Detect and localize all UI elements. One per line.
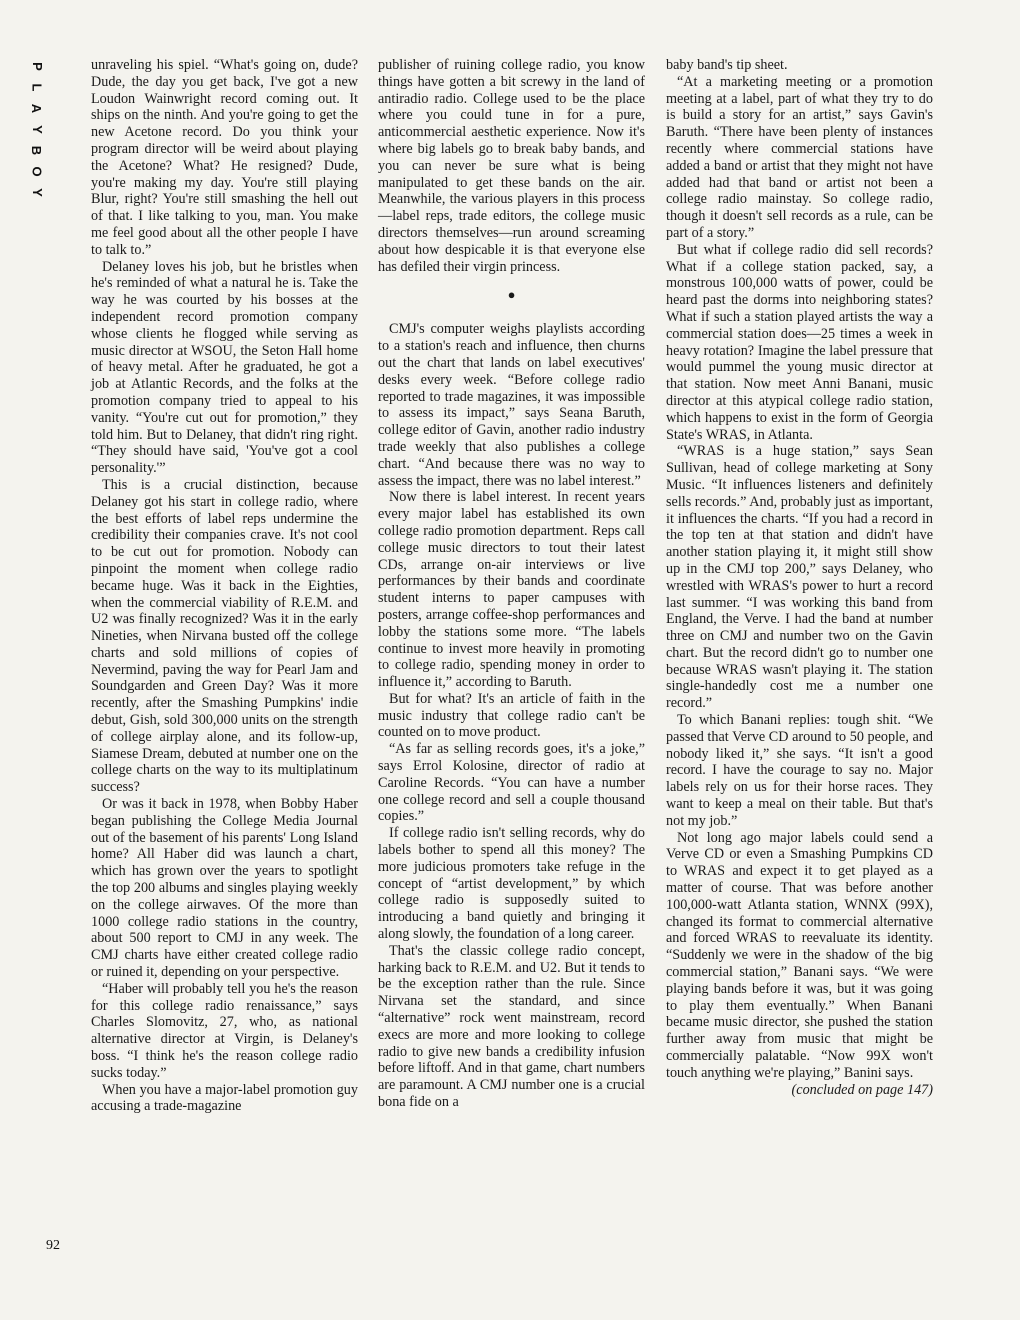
paragraph: Or was it back in 1978, when Bobby Haber began publishing the College Media Journal out of the basement of his parents' Long Island home? All Haber did was launch a chart, which has grown over the years to spotlight the top 200 albums and singles playing weekly on the college airwaves. Of the more than 1000 college radio stations in the country, about 500 report to CMJ in any week. The CMJ charts have either created college radio or ruined it, depending on your perspective.	[91, 796, 358, 981]
paragraph: But what if college radio did sell records? What if a college station packed, say, a monstrous 100,000 watts of power, could be heard past the dorms into neighboring states? What if such a station played artists the way a commercial station does—25 times a week in heavy rotation? Imagine the label pressure that would pummel the young music director at that station. Now meet Anni Banani, music director at this atypical college radio station, which happens to exist in the form of Georgia State's WRAS, in Atlanta.	[666, 241, 933, 443]
logo-letter: Y	[29, 125, 45, 134]
paragraph: That's the classic college radio concept, harking back to R.E.M. and U2. But it tends to be the exception rather than the rule. Since Nirvana set the standard, and since “alternative” rock went mainstream, record execs are more and more looking to college radio to give new bands a credibility infusion before liftoff. And in that game, chart numbers are paramount. A CMJ number one is a crucial bona fide on a	[378, 942, 645, 1111]
paragraph: But for what? It's an article of faith in the music industry that college radio can't be counted on to move product.	[378, 690, 645, 741]
page-number: 92	[46, 1238, 60, 1253]
paragraph: Delaney loves his job, but he bristles when he's reminded of what a natural he is. Take the way he was courted by his bosses at the independent record promotion company whose clients he flogged while serving as music director at WSOU, the Seton Hall home of heavy metal. After he graduated, he got a job at Atlantic Records, and the folks at the promotion company tried to appeal to his vanity. “You're cut out for promotion,” they told him. But to Delaney, that didn't ring right. “They should have said, 'You've got a cool personality.'”	[91, 258, 358, 477]
paragraph: publisher of ruining college radio, you know things have gotten a bit screwy in the land of antiradio radio. College used to be the place where you could tune in for a pure, anticommercial aesthetic experience. Now it's where big labels go to break baby bands, and you can never be sure what is being manipulated to get these bands on the air. Meanwhile, the various players in this process—label reps, trade editors, the college music directors themselves—run around screaming about how despicable it is that everyone else has defiled their virgin princess.	[378, 57, 645, 275]
paragraph: This is a crucial distinction, because Delaney got his start in college radio, where the best efforts of label reps undermine the credibility their companies crave. It's not cool to be cut out for promotion. Nobody can pinpoint the moment when college radio became huge. Was it back in the Eighties, when the commercial viability of R.E.M. and U2 was finally recognized? Was it in the early Nineties, when Nirvana busted off the college charts and sold millions of copies of Nevermind, paving the way for Pearl Jam and Soundgarden and Green Day? Was it more recently, after the Smashing Pumpkins' indie debut, Gish, sold 300,000 units on the strength of college airplay alone, and its follow-up, Siamese Dream, debuted at number one on the college charts on the way to its multiplatinum success?	[91, 476, 358, 796]
paragraph: “Haber will probably tell you he's the reason for this college radio renaissance,” says Charles Slomovitz, 27, who, as national alternative director at Virgin, is Delaney's boss. “I think he's the reason college radio sucks today.”	[91, 980, 358, 1081]
paragraph: Now there is label interest. In recent years every major label has established its own college radio promotion department. Reps call college music directors to tout their latest CDs, arrange on-air interviews or live performances by their bands and coordinate student interns to paper campuses with posters, arrange coffee-shop performances and lobby the stations some more. “The labels continue to invest more heavily in promoting to college radio, spending money in order to influence it,” according to Baruth.	[378, 489, 645, 691]
paragraph: Not long ago major labels could send a Verve CD or even a Smashing Pumpkins CD to WRAS and expect it to get played as a matter of course. That was before another 100,000-watt Atlanta station, WNNX (99X), changed its format to commercial alternative and forced WRAS to reevaluate its identity. “Suddenly we were in the shadow of the big commercial station,” Banani says. “We were playing bands before it was, but it was going to play them eventually.” When Banani became music director, she pushed the station further away from music that might be commercially palatable. “Now 99X won't touch anything we're playing,” Banini says.	[666, 829, 933, 1081]
continued-notice: (concluded on page 147)	[791, 1081, 933, 1098]
paragraph: CMJ's computer weighs playlists according to a station's reach and influence, then churns out the chart that lands on label executives' desks every week. “Before college radio reported to trade magazines, it was impossible to assess its impact,” says Seana Baruth, college editor of Gavin, another radio industry trade weekly that also publishes a college chart. “And because there was no way to assess the impact, there was no label interest.”	[378, 321, 645, 489]
paragraph: “WRAS is a huge station,” says Sean Sullivan, head of college marketing at Sony Music. “It influences listeners and definitely sells records.” And, probably just as important, it influences the charts. “If you had a record in the top ten at that station and didn't have another station playing it, it might still show up in the CMJ top 200,” says Delaney, who wrestled with WRAS's power to hurt a record last summer. “I was working this band from England, the Verve. I had the band at number three on CMJ and number two on the Gavin chart. But the record didn't go to number one because WRAS wasn't playing it. The station single-handedly cost me a number one record.”	[666, 443, 933, 712]
text-column-3	[666, 57, 933, 1098]
text-column-1	[91, 57, 358, 1115]
logo-letter: O	[29, 166, 45, 177]
paragraph: “As far as selling records goes, it's a joke,” says Errol Kolosine, director of radio at Caroline Records. “You can have a number one college record and sell a couple thousand copies.”	[378, 741, 645, 825]
paragraph: baby band's tip sheet.	[666, 57, 788, 73]
paragraph: If college radio isn't selling records, why do labels bother to spend all this money? The more judicious promoters take refuge in the concept of “artist development,” by which college radio is supposedly suited to introducing a band quietly and bringing it along slowly, the foundation of a long career.	[378, 825, 645, 943]
text-column-2	[378, 57, 645, 1111]
logo-letter: P	[29, 62, 45, 71]
section-break-bullet: ●	[507, 287, 516, 303]
paragraph: When you have a major-label promotion guy accusing a trade-magazine	[91, 1081, 358, 1115]
paragraph: “At a marketing meeting or a promotion meeting at a label, part of what they try to do is build a story for an artist,” says Gavin's Baruth. “There have been plenty of instances recently where commercial stations have added a band or artist that they might not have added had that band or artist not been a college radio mainstay. So college radio, though it doesn't sell records as a rule, can be part of a story.”	[666, 73, 933, 241]
logo-letter: B	[29, 145, 45, 156]
logo-letter: Y	[29, 188, 45, 197]
paragraph: unraveling his spiel. “What's going on, dude? Dude, the day you get back, I've got a new Loudon Wainwright record coming out. It ships on the ninth. And you're going to get the new Acetone record. Do you think your program director will be weird about playing the Acetone? What? He resigned? Dude, you're making my day. You're still playing Blur, right? You're still smashing the hell out of that. I like talking to you, man. You make me feel good about all the other people I have to talk to.”	[91, 57, 358, 258]
logo-letter: L	[29, 83, 45, 92]
playboy-side-logo	[26, 56, 48, 203]
paragraph: To which Banani replies: tough shit. “We passed that Verve CD around to 50 people, and nobody liked it,” she says. “It isn't a good record. I have the courage to say no. Major labels rely on us for their horse races. They want to keep a meal on their table. But that's not my job.”	[666, 712, 933, 829]
logo-letter: A	[29, 103, 45, 114]
